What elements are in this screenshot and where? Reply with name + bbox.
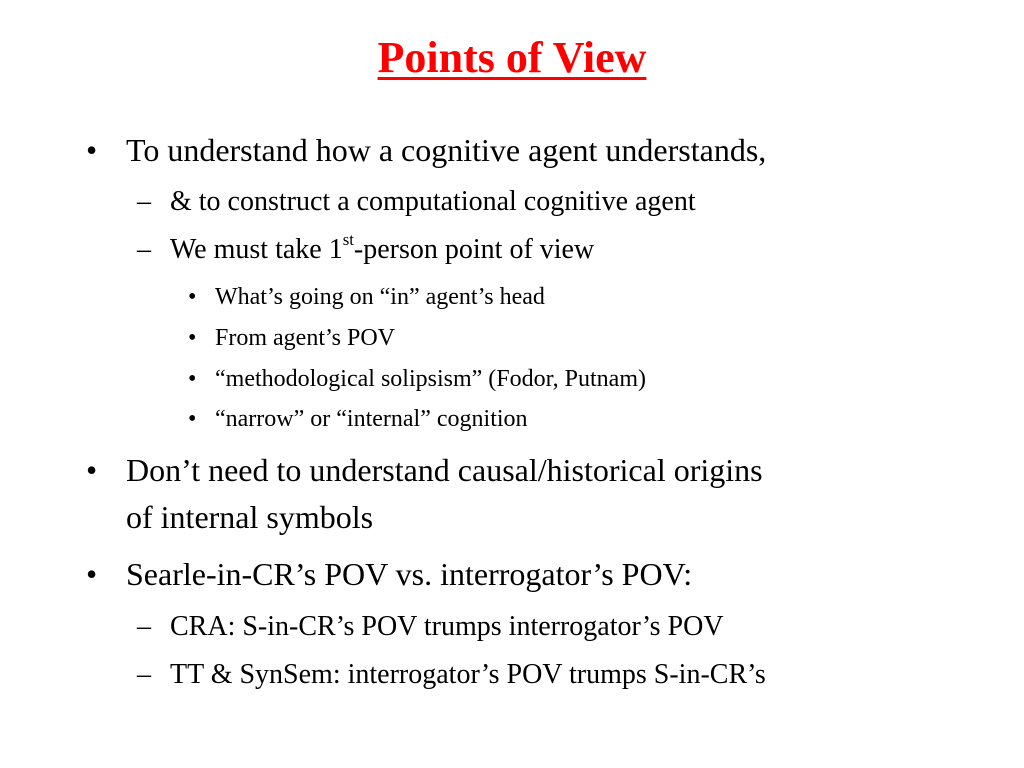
bullet-item: Don’t need to understand causal/historical origins (126, 452, 763, 488)
sub-item: CRA: S-in-CR’s POV trumps interrogator’s POV (170, 611, 724, 642)
sub-sub-item: From agent’s POV (215, 325, 395, 351)
bullet-marker: • (188, 325, 197, 351)
dash-marker: – (137, 611, 151, 642)
sub-sub-item: “methodological solipsism” (Fodor, Putnam) (215, 366, 646, 392)
sub-item: & to construct a computational cognitive agent (170, 186, 696, 217)
bullet-marker: • (188, 406, 197, 432)
bullet-item: Searle-in-CR’s POV vs. interrogator’s POV: (126, 556, 693, 592)
dash-marker: – (137, 659, 151, 690)
bullet-marker: • (86, 452, 98, 488)
dash-marker: – (137, 234, 151, 265)
sub-item-text: We must take 1 (170, 234, 343, 265)
bullet-marker: • (86, 556, 98, 592)
bullet-item-continuation: of internal symbols (126, 499, 374, 535)
sub-sub-item: What’s going on “in” agent’s head (215, 284, 545, 310)
superscript: st (342, 230, 354, 250)
bullet-marker: • (188, 284, 197, 310)
sub-item-text: -person point of view (353, 234, 595, 265)
bullet-marker: • (188, 366, 197, 392)
bullet-marker: • (86, 132, 98, 168)
slide-title: Points of View (377, 33, 647, 82)
bullet-item: To understand how a cognitive agent understands, (126, 132, 767, 168)
dash-marker: – (137, 186, 151, 217)
sub-sub-item: “narrow” or “internal” cognition (215, 406, 528, 432)
sub-item: TT & SynSem: interrogator’s POV trumps S-in-CR’s (170, 659, 766, 690)
sub-item (170, 230, 595, 266)
